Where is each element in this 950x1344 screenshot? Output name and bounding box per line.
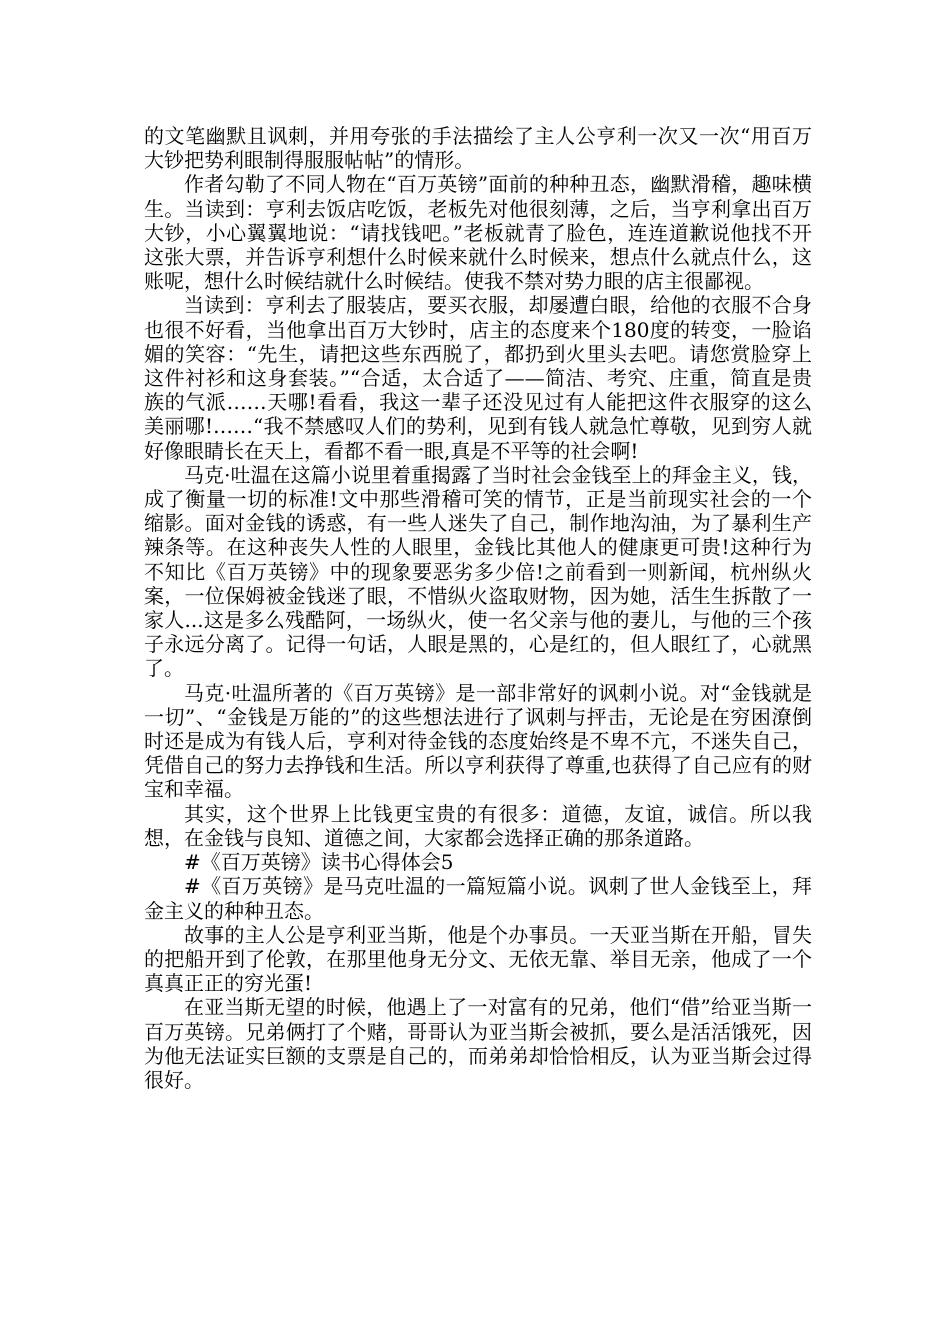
document-body (144, 124, 812, 1092)
paragraph: 其实，这个世界上比钱更宝贵的有很多：道德，友谊，诚信。所以我想，在金钱与良知、道德之间，大家都会选择正确的那条道路。 (144, 801, 812, 850)
paragraph: 在亚当斯无望的时候，他遇上了一对富有的兄弟，他们“借”给亚当斯一百万英镑。兄弟俩打了个赌，哥哥认为亚当斯会被抓，要么是活活饿死，因为他无法证实巨额的支票是自己的，而弟弟却恰恰相反，认为亚当斯会过得很好。 (144, 995, 812, 1092)
paragraph: 故事的主人公是亨利亚当斯，他是个办事员。一天亚当斯在开船，冒失的把船开到了伦敦，在那里他身无分文、无依无靠、举目无亲，他成了一个真真正正的穷光蛋! (144, 922, 812, 996)
paragraph: 当读到：亨利去了服装店，要买衣服，却屡遭白眼，给他的衣服不合身也很不好看，当他拿出百万大钞时，店主的态度来个180度的转变，一脸谄媚的笑容：“先生，请把这些东西脱了，都扔到火里头去吧。请您赏脸穿上这件衬衫和这身套装。”“合适，太合适了——简洁、考究、庄重，简直是贵族的气派……天哪!看看，我这一辈子还没见过有人能把这件衣服穿的这么美丽哪!……“我不禁感叹人们的势利，见到有钱人就急忙尊敬，见到穷人就好像眼睛长在天上，看都不看一眼,真是不平等的社会啊! (144, 293, 812, 463)
paragraph: 马克·吐温在这篇小说里着重揭露了当时社会金钱至上的拜金主义，钱，成了衡量一切的标准!文中那些滑稽可笑的情节，正是当前现实社会的一个缩影。面对金钱的诱惑，有一些人迷失了自己，制作地沟油，为了暴利生产辣条等。在这种丧失人性的人眼里，金钱比其他人的健康更可贵!这种行为不知比《百万英镑》中的现象要恶劣多少倍!之前看到一则新闻，杭州纵火案，一位保姆被金钱迷了眼，不惜纵火盗取财物，因为她，活生生拆散了一家人...这是多么残酷阿，一场纵火，使一名父亲与他的妻儿，与他的三个孩子永远分离了。记得一句话，人眼是黑的，心是红的，但人眼红了，心就黑了。 (144, 462, 812, 681)
paragraph: #《百万英镑》是马克吐温的一篇短篇小说。讽刺了世人金钱至上，拜金主义的种种丑态。 (144, 874, 812, 923)
paragraph: 作者勾勒了不同人物在“百万英镑”面前的种种丑态，幽默滑稽，趣味横生。当读到：亨利去饭店吃饭，老板先对他很刻薄，之后，当亨利拿出百万大钞，小心翼翼地说：“请找钱吧。”老板就青了脸色，连连道歉说他找不开这张大票，并告诉亨利想什么时候来就什么时候来，想点什么就点什么，这账呢，想什么时候结就什么时候结。使我不禁对势力眼的店主很鄙视。 (144, 172, 812, 294)
paragraph: 的文笔幽默且讽刺，并用夸张的手法描绘了主人公亨利一次又一次“用百万大钞把势利眼制得服服帖帖”的情形。 (144, 124, 812, 173)
paragraph: 马克·吐温所著的《百万英镑》是一部非常好的讽刺小说。对“金钱就是一切”、“金钱是万能的”的这些想法进行了讽刺与抨击，无论是在穷困潦倒时还是成为有钱人后，亨利对待金钱的态度始终是不卑不亢，不迷失自己，凭借自己的努力去挣钱和生活。所以亨利获得了尊重,也获得了自己应有的财宝和幸福。 (144, 680, 812, 802)
section-heading: #《百万英镑》读书心得体会5 (184, 850, 454, 875)
